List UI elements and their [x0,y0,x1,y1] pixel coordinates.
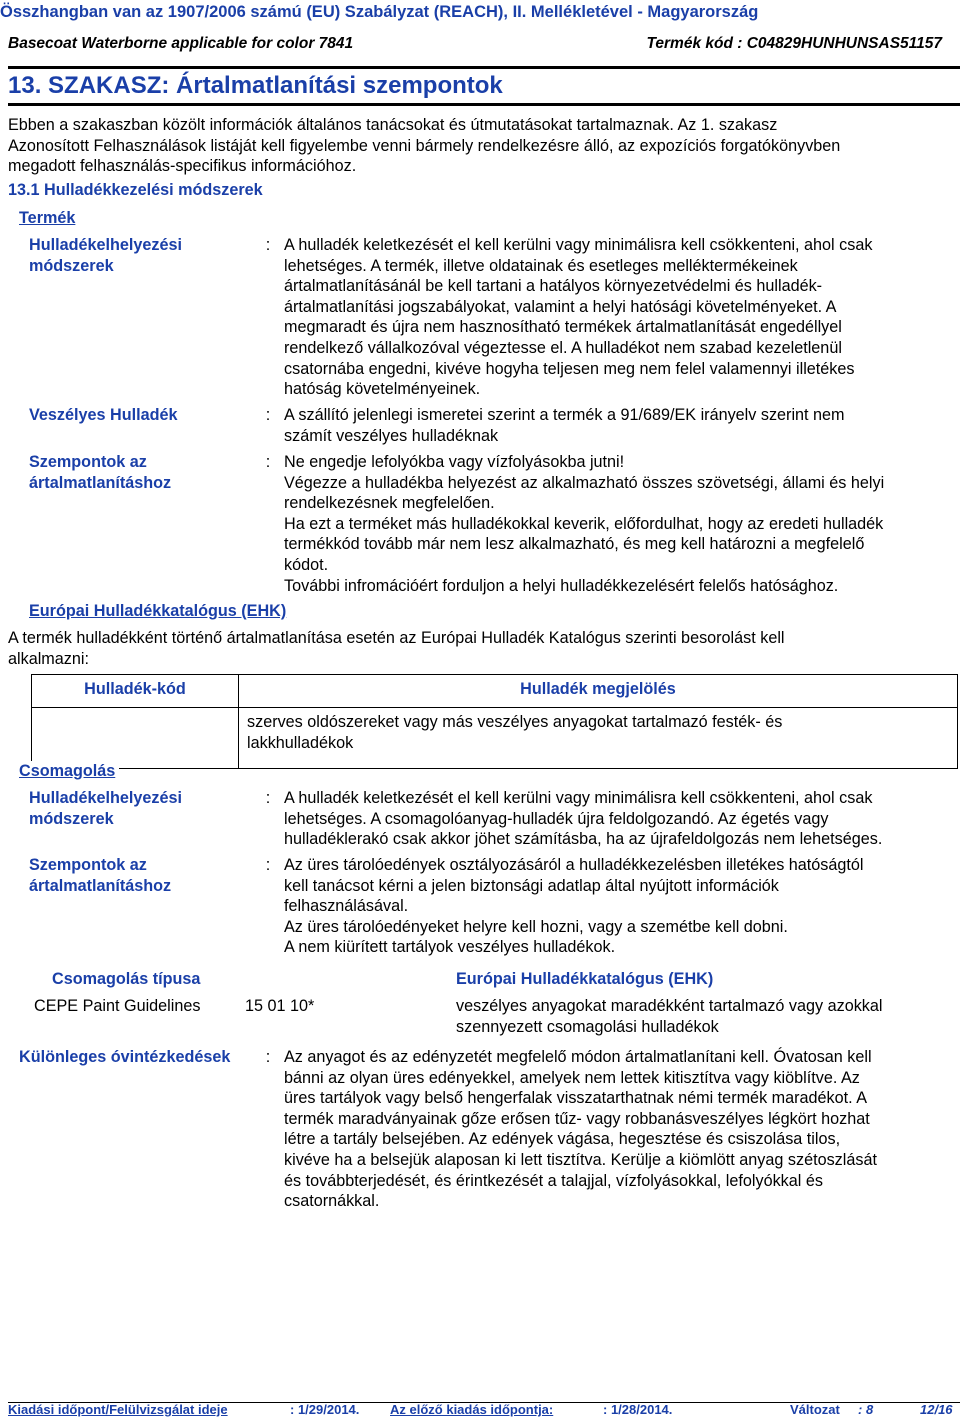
table-header-row [32,675,958,708]
colon: : [265,789,271,807]
packaging-desc-value [456,996,956,1037]
text-line: hulladéklerakó csak akkor jöhet számításba, ha az újrafeldolgozás nem lehetséges. [284,830,883,849]
text-line: megmaradt és újra nem hasznosítható termékek ártalmatlanítását engedéllyel [284,318,842,337]
colon: : [265,453,271,471]
text-line: lehetséges. A csomagolóanyag-hulladék újra feldolgozandó. Az égetés vagy [284,809,829,828]
text-line: Ha ezt a terméket más hulladékokkal keverik, előfordulhat, hogy az eredeti hulladék [284,514,884,533]
packaging-type-value: CEPE Paint Guidelines [34,997,201,1015]
packaging-heading: Csomagolás [19,761,119,782]
regulation-header: Összhangban van az 1907/2006 számú (EU) Szabályzat (REACH), II. Mellékletével - Magyarország [0,3,759,21]
text-line: termékkód tovább már nem lesz alkalmazható, és meg kell határozni a megfelelő [284,535,865,554]
footer-page-number: 12/16 [920,1402,953,1417]
footer-version-label: Változat [790,1402,840,1417]
packaging-disposal-text [284,788,952,850]
text-line: számít veszélyes hulladéknak [284,426,499,445]
product-considerations-text [284,452,952,596]
special-precautions-label: Különleges óvintézkedések [19,1048,231,1066]
text-line: veszélyes anyagokat maradékként tartalmazó vagy azokkal [456,997,883,1015]
label-line: ártalmatlanításhoz [29,876,172,895]
text-line: A nem kiürített tartályok veszélyes hulladékok. [284,938,616,957]
text-line: létre a tartály belsejében. Az edények vágása, hegesztése és csiszolása tilos, [284,1130,841,1149]
label-line: ártalmatlanításhoz [29,473,172,492]
label-line: Hulladékelhelyezési [29,236,182,254]
text-line: hatóság követelményeinek. [284,380,481,399]
ewc-heading: Európai Hulladékkatalógus (EHK) [29,602,287,620]
text-line: A termék hulladékként történő ártalmatlanítása esetén az Európai Hulladék Katalógus szerinti besorolást kell [8,629,785,647]
text-line: alkalmazni: [8,649,89,668]
text-line: ártalmatlanítási jogszabályokat, valamint a helyi hatósági követelményeket. A [284,297,837,316]
text-line: lehetséges. A termék, illetve oldatainak és esetleges melléktermékeinek [284,256,798,275]
hazardous-waste-text [284,405,952,446]
product-disposal-text [284,235,952,400]
packaging-considerations-text [284,855,952,958]
intro-line: megadott felhasználás-specifikus információhoz. [8,157,357,176]
label-line: Szempontok az [29,453,147,471]
text-line: bánni az olyan üres edényekkel, amelyek nem lettek kitisztítva vagy kiöblítve. Az [284,1068,860,1087]
colon: : [265,406,271,424]
label-line: Hulladékelhelyezési [29,789,182,807]
text-line: Az anyagot és az edényzetét megfelelő módon ártalmatlanítani kell. Óvatosan kell [284,1048,872,1066]
product-heading: Termék [19,209,76,227]
section-intro [8,115,953,177]
text-line: csatornákkal. [284,1192,380,1211]
text-line: Végezze a hulladékba helyezést az alkalmazható összes szövetségi, állami és helyi [284,473,885,492]
product-code: Termék kód : C04829HUNHUNSAS51157 [646,35,942,52]
text-line: termék maradványainak gőze erősen tűz- vagy robbanásveszélyes légkört hozhat [284,1109,870,1128]
section-title: 13. SZAKASZ: Ártalmatlanítási szempontok [8,66,960,106]
text-line: kivéve ha a belsejük alaposan ki lett tisztítva. Kerülje a kiömlött anyag szétoszlását [284,1150,877,1169]
text-line: rendelkező vállalkozóval végeztesse el. A hulladékot nem szabad kezeletlenül [284,338,842,357]
text-line: kódot. [284,555,329,574]
text-line: üres tartályok vagy belső hengerfalak visszatarthatnak némi termék maradékot. A [284,1089,868,1108]
text-line: lakkhulladékok [247,733,354,752]
packaging-ewc-header: Európai Hulladékkatalógus (EHK) [456,970,714,988]
colon: : [265,236,271,254]
packaging-considerations-label [29,855,171,896]
text-line: A szállító jelenlegi ismeretei szerint a termék a 91/689/EK irányelv szerint nem [284,406,845,424]
footer-issue-date: : 1/29/2014. [290,1402,360,1417]
subsection-title: 13.1 Hulladékkezelési módszerek [8,181,263,199]
text-line: csatornába engedni, kivéve hogyha teljesen meg nem felel valamennyi illetékes [284,359,855,378]
footer-prev-label: Az előző kiadás időpontja: [390,1402,554,1417]
text-line: A hulladék keletkezését el kell kerülni vagy minimálisra kell csökkenteni, ahol csak [284,789,873,807]
footer-version-value: : 8 [858,1402,874,1417]
label-line: Szempontok az [29,856,147,874]
col-waste-code: Hulladék-kód [32,675,239,708]
hazardous-waste-label: Veszélyes Hulladék [29,406,178,424]
cell-waste-designation [239,708,958,769]
text-line: ártalmatlanításánál be kell tartani a hatályos környezetvédelmi és hulladék- [284,277,823,296]
text-line: felhasználásával. [284,897,409,916]
colon: : [265,1048,271,1066]
footer-prev-date: : 1/28/2014. [603,1402,673,1417]
text-line: További infromációért forduljon a helyi hulladékkezelésért felelős hatósághoz. [284,576,839,595]
label-line: módszerek [29,809,114,828]
text-line: rendelkezésnek megfelelően. [284,494,495,513]
ewc-intro [8,628,953,669]
footer-issue-label: Kiadási időpont/Felülvizsgálat ideje [8,1402,228,1417]
text-line: Az üres tárolóedények osztályozásáról a hulladékkezelésben illetékes hatóságtól [284,856,864,874]
ewc-table [31,674,958,769]
product-considerations-label [29,452,171,493]
product-disposal-label [29,235,182,276]
text-line: A hulladék keletkezését el kell kerülni vagy minimálisra kell csökkenteni, ahol csak [284,236,873,254]
intro-line: Ebben a szakaszban közölt információk általános tanácsokat és útmutatásokat tartalmaznak. Az 1. szakasz [8,116,778,134]
col-waste-designation: Hulladék megjelölés [239,675,958,708]
packaging-disposal-label [29,788,182,829]
label-line: módszerek [29,256,114,275]
cell-waste-code [32,708,239,769]
product-name: Basecoat Waterborne applicable for color 7841 [8,35,354,52]
colon: : [265,856,271,874]
text-line: kell tanácsot kérni a jelen biztonsági adatlap által nyújtott információk [284,876,779,895]
special-precautions-text [284,1047,952,1212]
text-line: Ne engedje lefolyókba vagy vízfolyásokba jutni! [284,453,625,471]
packaging-code-value: 15 01 10* [245,997,315,1015]
text-line: szerves oldószereket vagy más veszélyes anyagokat tartalmazó festék- és [247,713,783,731]
text-line: Az üres tárolóedényeket helyre kell hozni, vagy a szemétbe kell dobni. [284,917,788,936]
table-row [32,708,958,769]
packaging-type-header: Csomagolás típusa [52,970,201,988]
text-line: szennyezett csomagolási hulladékok [456,1017,719,1036]
intro-line: Azonosított Felhasználások listáját kell figyelembe venni bármely rendelkezésre álló, az expozíciós forgatókönyvben [8,136,841,155]
text-line: és továbbterjedését, és érintkezését a talajjal, vízfolyásokkal, lefolyókkal és [284,1171,823,1190]
